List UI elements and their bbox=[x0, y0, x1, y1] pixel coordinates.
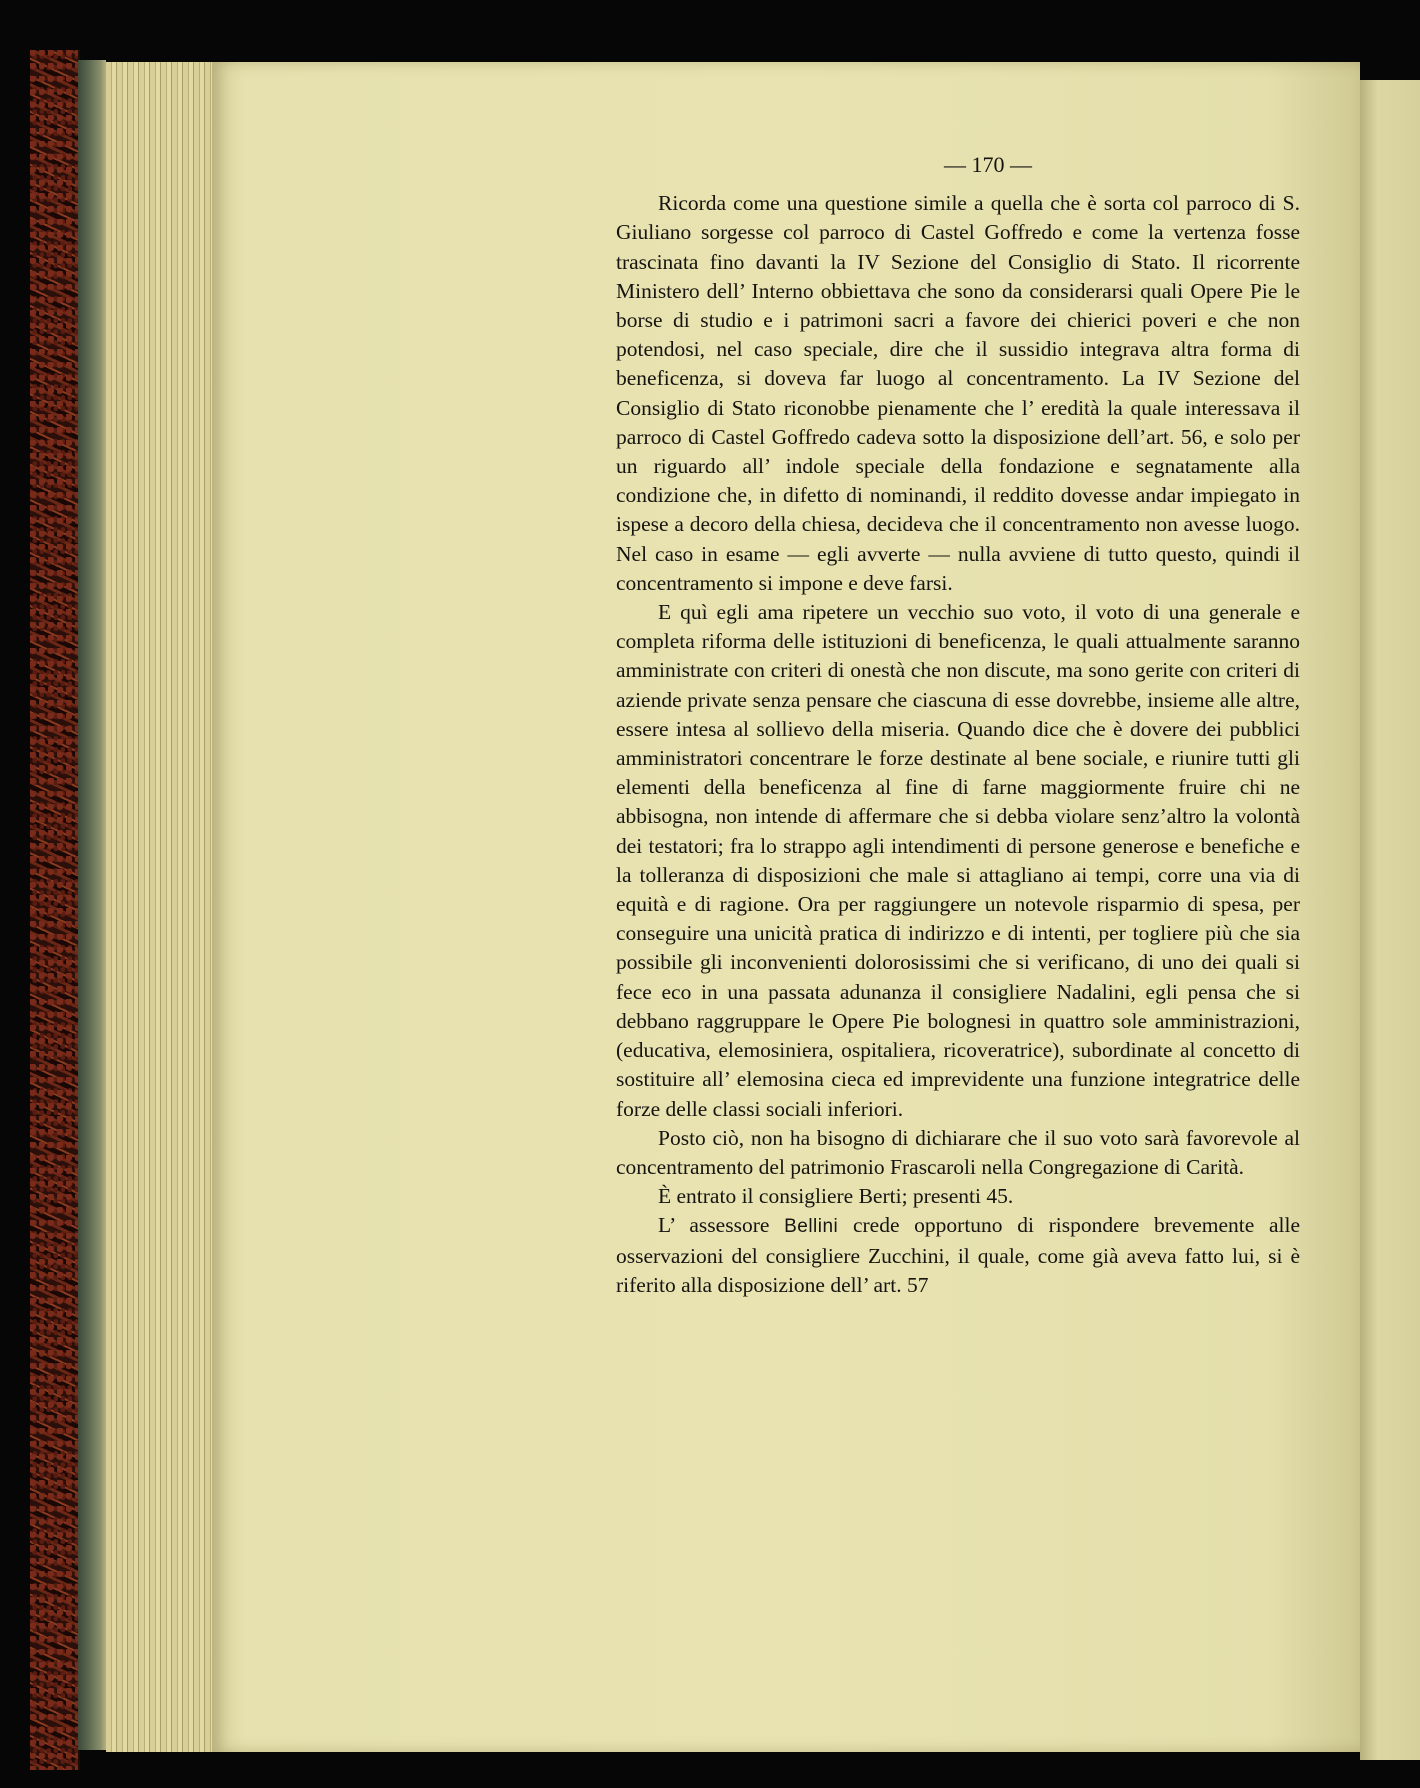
speaker-name: Bellini bbox=[784, 1216, 839, 1238]
paragraph-5-rest: crede opportuno di rispondere brevemente alle osservazioni del consigliere Zucchini, il quale, come già aveva fatto lui, si è riferito alla disposizione dell’ art. 57 bbox=[616, 1213, 1301, 1297]
marbled-cover-edge bbox=[30, 50, 80, 1770]
page-number: — 170 — bbox=[944, 152, 1032, 177]
paragraph-2: E quì egli ama ripetere un vecchio suo voto, il voto di una generale e completa riforma delle istituzioni di beneficenza, le quali attualmente saranno amministrate con criteri di onestà che non discute, ma sono gerite con criteri di aziende private senza pensare che ciascuna di esse dovrebbe, insieme alle altre, essere intesa al sollievo della miseria. Quando dice che è dovere dei pubblici amministratori concentrare le forze destinate al bene sociale, e riunire tutti gli elementi della beneficenza al fine di farne maggiormente fruire chi ne abbisogna, non intende di affermare che si debba violare senz’altro la volontà dei testatori; fra lo strappo agli intendimenti di persone generose e benefiche e la tolleranza di disposizioni che male si attagliano ai tempi, corre una via di equità e di ragione. Ora per raggiungere un notevole risparmio di spesa, per conseguire una unicità pratica di indirizzo e di intenti, per togliere più che sia possibile gli inconvenienti dolorosissimi che si verificano, di uno dei quali si fece eco in una passata adunanza il consigliere Nadalini, egli pensa che si debbano raggruppare le Opere Pie bolognesi in quattro sole amministrazioni, (educativa, elemosiniera, ospitaliera, ricoveratrice), subordinate al concetto di sostituire all’ elemosina cieca ed imprevidente una funzione integratrice delle forze delle classi sociali inferiori. bbox=[616, 600, 1300, 1121]
paragraph-5 bbox=[616, 1211, 1300, 1300]
paragraph-5-prefix: L’ assessore bbox=[658, 1213, 770, 1238]
book-spine bbox=[78, 60, 106, 1750]
next-page-edge bbox=[1360, 80, 1420, 1760]
paragraph-4: È entrato il consigliere Berti; presenti 45. bbox=[658, 1184, 1014, 1209]
page-edges bbox=[106, 62, 212, 1752]
paragraph-1: Ricorda come una questione simile a quella che è sorta col parroco di S. Giuliano sorgesse col parroco di Castel Goffredo e come la vertenza fosse trascinata fino davanti la IV Sezione del Consiglio di Stato. Il ricorrente Ministero dell’ Interno obbiettava che sono da considerarsi quali Opere Pie le borse di studio e i patrimoni sacri a favore dei chierici poveri e che non potendosi, nel caso speciale, dire che il sussidio integrava altra forma di beneficenza, si doveva far luogo al concentramento. La IV Sezione del Consiglio di Stato riconobbe pienamente che l’ eredità la quale interessava il parroco di Castel Goffredo cadeva sotto la disposizione dell’art. 56, e solo per un riguardo all’ indole speciale della fondazione e segnatamente alla condizione che, in difetto di nominandi, il reddito dovesse andar impiegato in ispese a decoro della chiesa, decideva che il concentramento non avesse luogo. Nel caso in esame — egli avverte — nulla avviene di tutto questo, quindi il concentramento si impone e deve farsi. bbox=[616, 191, 1300, 595]
paragraph-3: Posto ciò, non ha bisogno di dichiarare che il suo voto sarà favorevole al concentramento del patrimonio Frascaroli nella Congregazione di Carità. bbox=[616, 1125, 1300, 1179]
page-text bbox=[616, 150, 1300, 1300]
